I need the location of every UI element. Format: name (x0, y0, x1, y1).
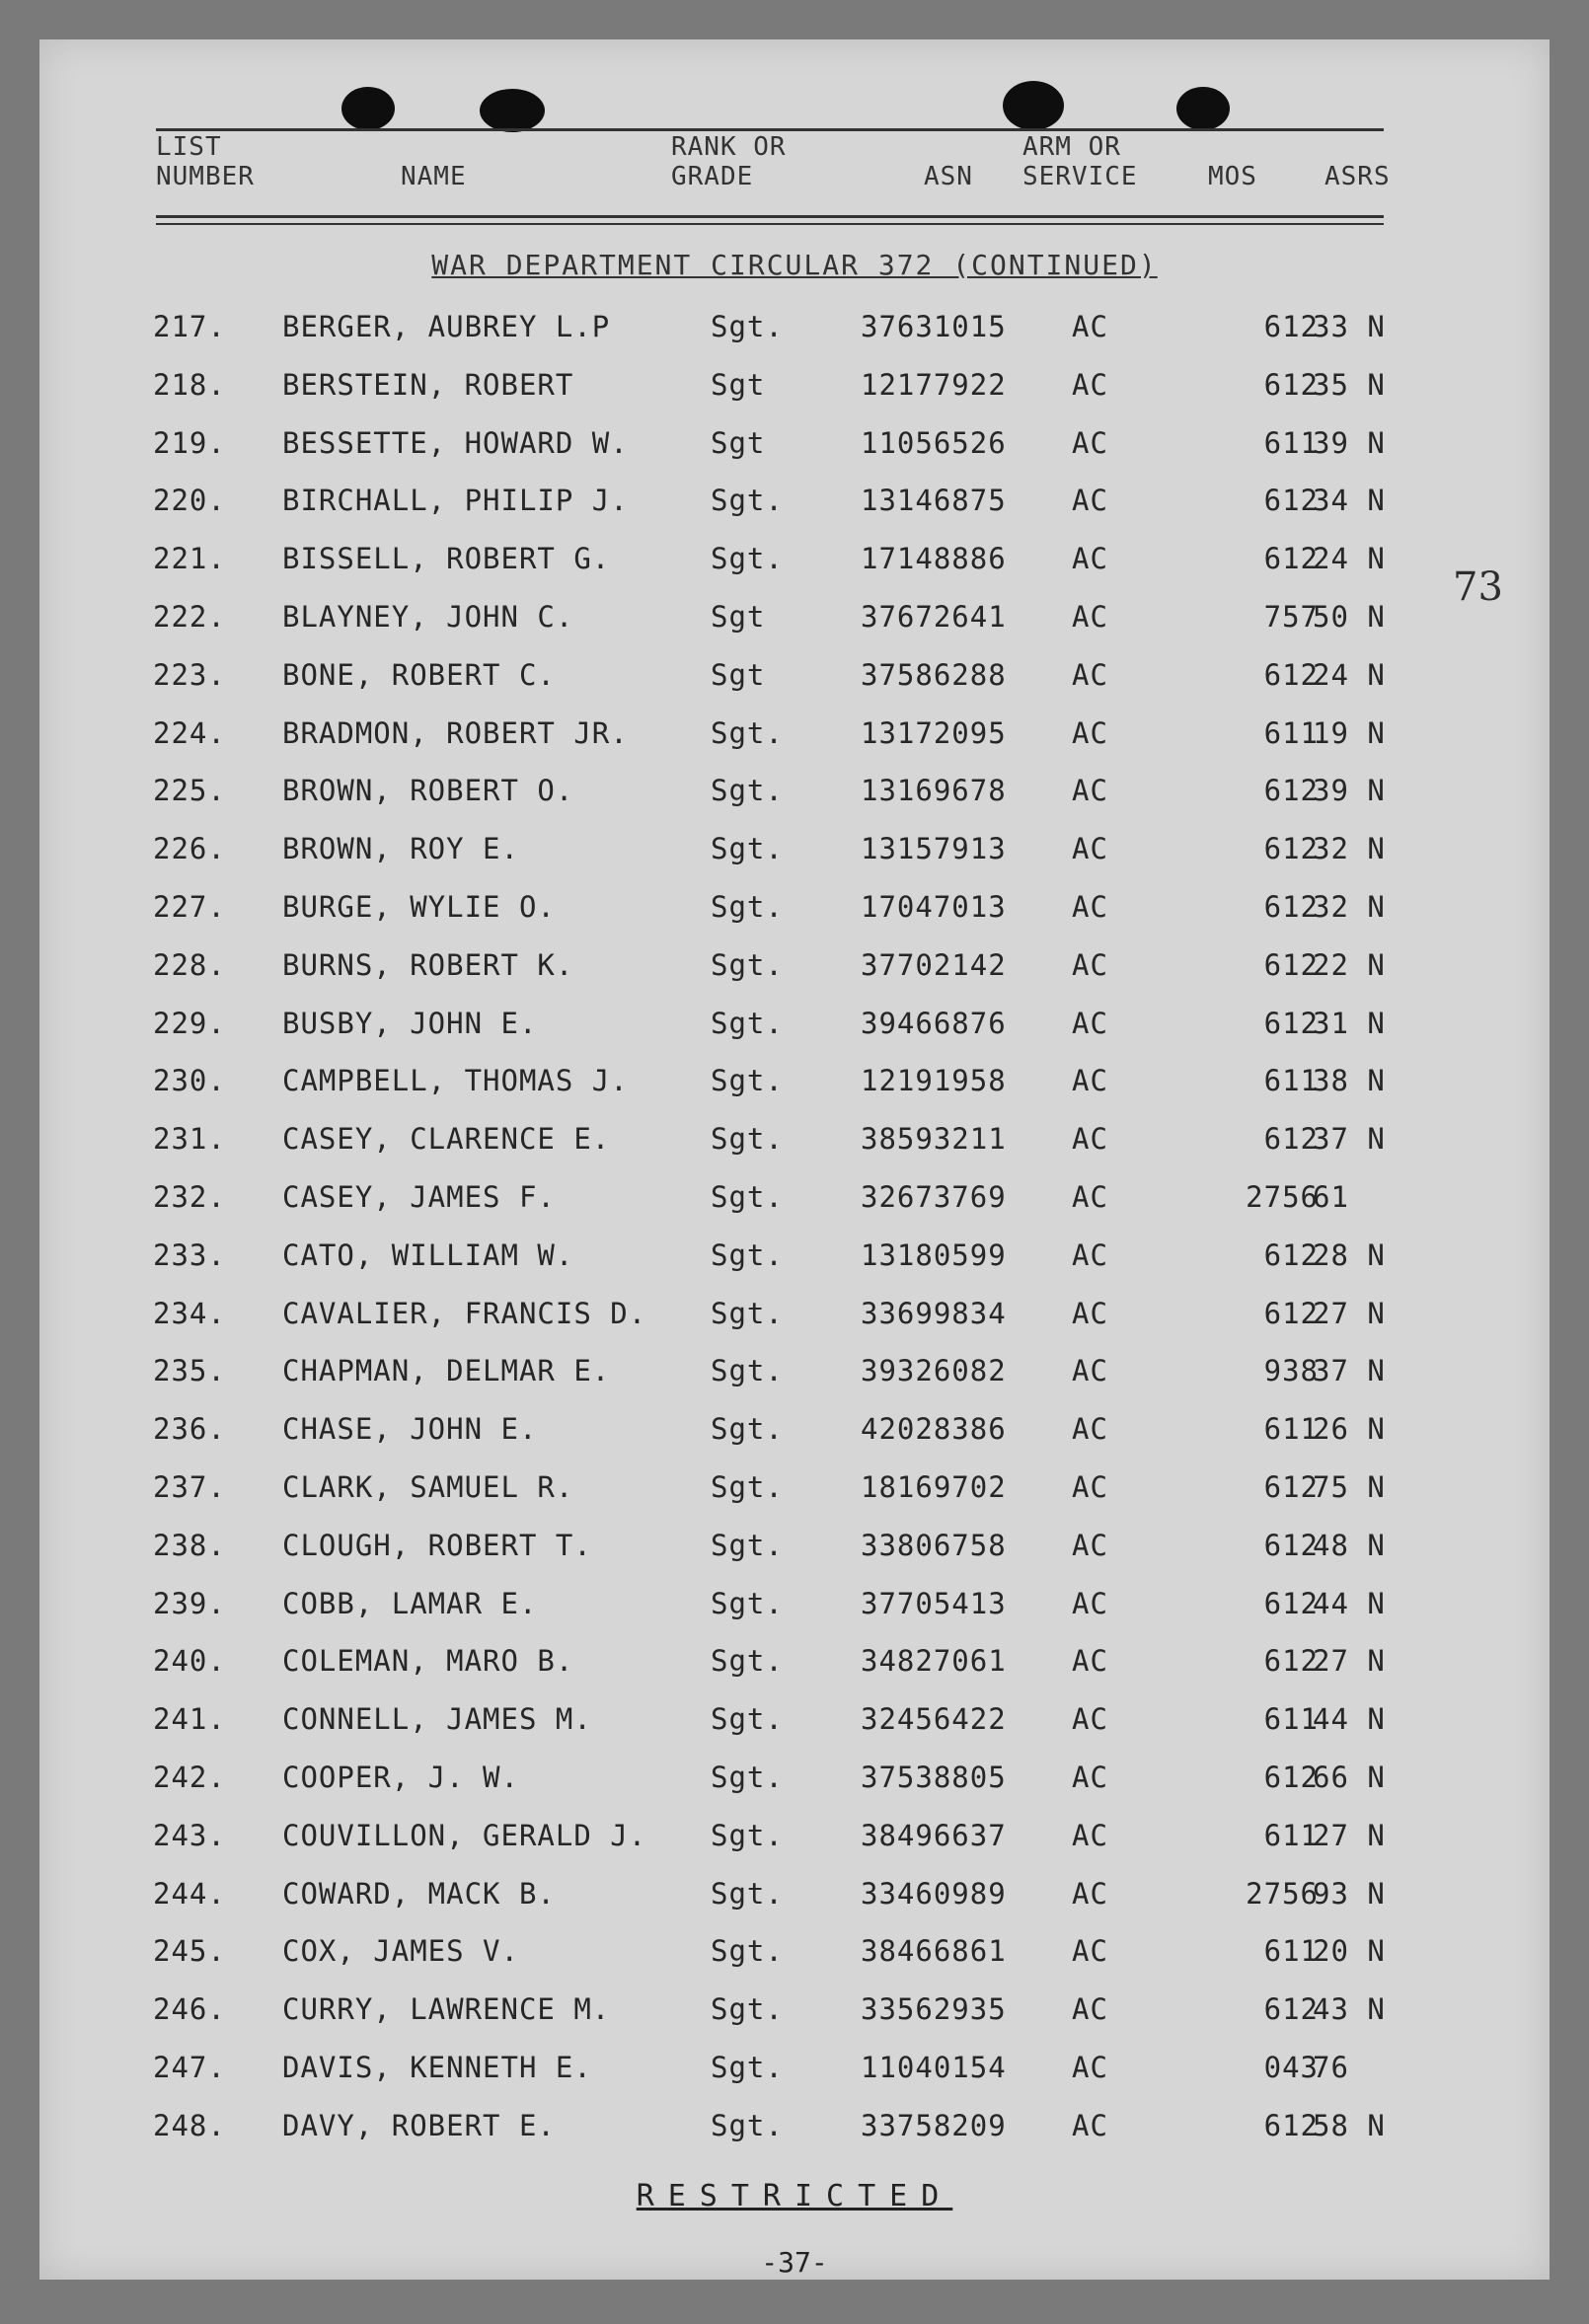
cell-asn: 17148886 (861, 542, 1007, 576)
cell-arm-service: AC (1072, 832, 1108, 866)
cell-rank: Sgt. (711, 2108, 784, 2142)
cell-mos: 612 (1263, 2108, 1319, 2142)
roster-row (39, 1168, 1550, 1227)
roster-row (39, 762, 1550, 820)
cell-rank: Sgt. (711, 1934, 784, 1969)
cell-rank: Sgt. (711, 542, 784, 576)
punch-hole (1176, 87, 1230, 130)
cell-list-number: 246. (153, 1992, 226, 2027)
cell-asn: 37672641 (861, 599, 1007, 634)
cell-arm-service: AC (1072, 947, 1108, 982)
cell-name: CONNELL, JAMES M. (282, 1702, 592, 1737)
page-number: -37- (761, 2246, 828, 2279)
cell-asrs: 26 N (1313, 1412, 1386, 1447)
cell-asrs: 93 N (1313, 1876, 1386, 1911)
roster-row (39, 356, 1550, 414)
cell-asrs: 27 N (1313, 1818, 1386, 1852)
cell-rank: Sgt. (711, 1354, 784, 1388)
cell-arm-service: AC (1072, 1354, 1108, 1388)
cell-asrs: 33 N (1313, 310, 1386, 343)
cell-rank: Sgt. (711, 832, 784, 866)
cell-mos: 757 (1263, 599, 1319, 634)
cell-asn: 13180599 (861, 1237, 1007, 1272)
cell-name: BERGER, AUBREY L.P (282, 310, 611, 343)
cell-rank: Sgt. (711, 1237, 784, 1272)
cell-rank: Sgt. (711, 1818, 784, 1852)
roster-row (39, 1632, 1550, 1690)
cell-rank: Sgt (711, 599, 766, 634)
cell-asn: 42028386 (861, 1412, 1007, 1447)
cell-rank: Sgt. (711, 1412, 784, 1447)
cell-arm-service: AC (1072, 599, 1108, 634)
cell-name: BIRCHALL, PHILIP J. (282, 484, 629, 518)
cell-name: COBB, LAMAR E. (282, 1586, 538, 1620)
cell-rank: Sgt. (711, 889, 784, 924)
roster-row (39, 1285, 1550, 1343)
cell-name: CATO, WILLIAM W. (282, 1237, 574, 1272)
cell-name: BRADMON, ROBERT JR. (282, 715, 629, 750)
cell-rank: Sgt. (711, 1528, 784, 1562)
cell-asn: 39326082 (861, 1354, 1007, 1388)
cell-mos: 938 (1263, 1354, 1319, 1388)
cell-asrs: 44 N (1313, 1702, 1386, 1737)
cell-arm-service: AC (1072, 1818, 1108, 1852)
cell-arm-service: AC (1072, 1179, 1108, 1214)
roster-row (39, 1400, 1550, 1459)
cell-asrs: 58 N (1313, 2108, 1386, 2142)
cell-asrs: 76 (1313, 2050, 1349, 2084)
roster-row (39, 1981, 1550, 2039)
cell-asn: 37538805 (861, 1760, 1007, 1794)
cell-mos: 612 (1263, 889, 1319, 924)
header-mos: MOS (1208, 162, 1257, 191)
cell-list-number: 235. (153, 1354, 226, 1388)
roster-row (39, 995, 1550, 1053)
cell-name: BISSELL, ROBERT G. (282, 542, 611, 576)
cell-name: COOPER, J. W. (282, 1760, 519, 1794)
cell-mos: 612 (1263, 1006, 1319, 1040)
roster-row (39, 705, 1550, 763)
cell-asn: 33699834 (861, 1296, 1007, 1330)
cell-rank: Sgt. (711, 947, 784, 982)
cell-rank: Sgt. (711, 1064, 784, 1098)
cell-arm-service: AC (1072, 774, 1108, 808)
cell-mos: 611 (1263, 1064, 1319, 1098)
cell-arm-service: AC (1072, 1412, 1108, 1447)
cell-asrs: 19 N (1313, 715, 1386, 750)
cell-rank: Sgt. (711, 1992, 784, 2027)
cell-asrs: 31 N (1313, 1006, 1386, 1040)
header-top-rule (156, 128, 1384, 131)
cell-mos: 612 (1263, 1528, 1319, 1562)
cell-asn: 11056526 (861, 425, 1007, 460)
cell-name: BESSETTE, HOWARD W. (282, 425, 629, 460)
cell-list-number: 236. (153, 1412, 226, 1447)
cell-asn: 38496637 (861, 1818, 1007, 1852)
cell-asn: 11040154 (861, 2050, 1007, 2084)
cell-arm-service: AC (1072, 2050, 1108, 2084)
cell-name: CAVALIER, FRANCIS D. (282, 1296, 647, 1330)
cell-arm-service: AC (1072, 1702, 1108, 1737)
cell-arm-service: AC (1072, 1992, 1108, 2027)
cell-name: CURRY, LAWRENCE M. (282, 1992, 611, 2027)
cell-asn: 37631015 (861, 310, 1007, 343)
cell-mos: 612 (1263, 1122, 1319, 1157)
cell-list-number: 238. (153, 1528, 226, 1562)
cell-rank: Sgt. (711, 1006, 784, 1040)
roster-row (39, 1459, 1550, 1517)
cell-mos: 611 (1263, 1412, 1319, 1447)
cell-name: COUVILLON, GERALD J. (282, 1818, 647, 1852)
cell-asn: 33562935 (861, 1992, 1007, 2027)
header-rank: RANK OR GRADE (671, 132, 787, 191)
cell-list-number: 224. (153, 715, 226, 750)
cell-name: CHAPMAN, DELMAR E. (282, 1354, 611, 1388)
cell-list-number: 232. (153, 1179, 226, 1214)
cell-mos: 612 (1263, 1237, 1319, 1272)
cell-rank: Sgt. (711, 715, 784, 750)
roster-row (39, 1749, 1550, 1807)
cell-asn: 38593211 (861, 1122, 1007, 1157)
cell-rank: Sgt (711, 657, 766, 692)
cell-arm-service: AC (1072, 1064, 1108, 1098)
roster-list (39, 298, 1550, 2155)
cell-asrs: 32 N (1313, 832, 1386, 866)
cell-rank: Sgt. (711, 1122, 784, 1157)
roster-row (39, 1052, 1550, 1110)
cell-mos: 043 (1263, 2050, 1319, 2084)
cell-rank: Sgt. (711, 1760, 784, 1794)
cell-list-number: 219. (153, 425, 226, 460)
cell-asn: 13146875 (861, 484, 1007, 518)
cell-asn: 12191958 (861, 1064, 1007, 1098)
cell-arm-service: AC (1072, 1006, 1108, 1040)
cell-asrs: 48 N (1313, 1528, 1386, 1562)
roster-row (39, 1110, 1550, 1168)
cell-asn: 13172095 (861, 715, 1007, 750)
cell-name: CASEY, CLARENCE E. (282, 1122, 611, 1157)
cell-name: COWARD, MACK B. (282, 1876, 556, 1911)
cell-rank: Sgt. (711, 310, 784, 343)
cell-mos: 612 (1263, 774, 1319, 808)
cell-asrs: 35 N (1313, 367, 1386, 402)
cell-list-number: 229. (153, 1006, 226, 1040)
cell-arm-service: AC (1072, 715, 1108, 750)
cell-name: DAVIS, KENNETH E. (282, 2050, 592, 2084)
cell-asn: 37586288 (861, 657, 1007, 692)
cell-mos: 612 (1263, 832, 1319, 866)
cell-arm-service: AC (1072, 367, 1108, 402)
cell-asn: 13157913 (861, 832, 1007, 866)
cell-list-number: 231. (153, 1122, 226, 1157)
cell-list-number: 245. (153, 1934, 226, 1969)
cell-name: BURNS, ROBERT K. (282, 947, 574, 982)
roster-row (39, 1227, 1550, 1285)
cell-mos: 612 (1263, 1760, 1319, 1794)
cell-arm-service: AC (1072, 2108, 1108, 2142)
cell-arm-service: AC (1072, 657, 1108, 692)
cell-mos: 612 (1263, 542, 1319, 576)
cell-name: BURGE, WYLIE O. (282, 889, 556, 924)
cell-asrs: 39 N (1313, 425, 1386, 460)
cell-list-number: 217. (153, 310, 226, 343)
cell-rank: Sgt. (711, 1179, 784, 1214)
cell-mos: 612 (1263, 657, 1319, 692)
cell-asrs: 24 N (1313, 542, 1386, 576)
cell-asrs: 20 N (1313, 1934, 1386, 1969)
roster-row (39, 414, 1550, 473)
cell-list-number: 220. (153, 484, 226, 518)
cell-rank: Sgt (711, 367, 766, 402)
cell-list-number: 222. (153, 599, 226, 634)
cell-asn: 33806758 (861, 1528, 1007, 1562)
roster-row (39, 1865, 1550, 1923)
cell-arm-service: AC (1072, 542, 1108, 576)
roster-row (39, 588, 1550, 646)
cell-asn: 13169678 (861, 774, 1007, 808)
cell-asn: 37705413 (861, 1586, 1007, 1620)
cell-asrs: 27 N (1313, 1296, 1386, 1330)
cell-asrs: 34 N (1313, 484, 1386, 518)
cell-mos: 611 (1263, 1818, 1319, 1852)
roster-row (39, 1807, 1550, 1865)
cell-mos: 612 (1263, 484, 1319, 518)
cell-rank: Sgt. (711, 2050, 784, 2084)
cell-name: BROWN, ROY E. (282, 832, 519, 866)
header-bottom-rule (156, 215, 1384, 218)
roster-row (39, 2097, 1550, 2155)
punch-hole (341, 87, 395, 130)
cell-asrs: 66 N (1313, 1760, 1386, 1794)
cell-arm-service: AC (1072, 1469, 1108, 1504)
cell-rank: Sgt. (711, 1586, 784, 1620)
roster-row (39, 1690, 1550, 1749)
cell-list-number: 241. (153, 1702, 226, 1737)
punch-hole (1003, 81, 1064, 130)
roster-row (39, 1575, 1550, 1633)
header-asn: ASN (924, 162, 973, 191)
cell-asn: 39466876 (861, 1006, 1007, 1040)
cell-list-number: 239. (153, 1586, 226, 1620)
cell-list-number: 240. (153, 1644, 226, 1679)
cell-rank: Sgt. (711, 484, 784, 518)
cell-asn: 32456422 (861, 1702, 1007, 1737)
roster-row (39, 878, 1550, 937)
cell-mos: 2756 (1246, 1179, 1319, 1214)
punch-hole (480, 89, 545, 132)
roster-row (39, 646, 1550, 705)
cell-arm-service: AC (1072, 1934, 1108, 1969)
classification-marking: RESTRICTED (636, 2179, 953, 2213)
roster-row (39, 1342, 1550, 1400)
cell-asn: 34827061 (861, 1644, 1007, 1679)
cell-asrs: 43 N (1313, 1992, 1386, 2027)
cell-arm-service: AC (1072, 1237, 1108, 1272)
cell-arm-service: AC (1072, 1644, 1108, 1679)
cell-mos: 611 (1263, 425, 1319, 460)
cell-asn: 38466861 (861, 1934, 1007, 1969)
cell-mos: 612 (1263, 1469, 1319, 1504)
header-list-number: LIST NUMBER (156, 132, 255, 191)
cell-asn: 12177922 (861, 367, 1007, 402)
cell-mos: 612 (1263, 1992, 1319, 2027)
cell-asrs: 39 N (1313, 774, 1386, 808)
cell-name: CASEY, JAMES F. (282, 1179, 556, 1214)
header-name: NAME (401, 162, 467, 191)
cell-list-number: 227. (153, 889, 226, 924)
cell-rank: Sgt. (711, 1644, 784, 1679)
cell-asrs: 22 N (1313, 947, 1386, 982)
cell-name: COLEMAN, MARO B. (282, 1644, 574, 1679)
cell-list-number: 247. (153, 2050, 226, 2084)
margin-number: 73 (1453, 564, 1503, 610)
cell-arm-service: AC (1072, 1122, 1108, 1157)
roster-row (39, 820, 1550, 878)
cell-name: BUSBY, JOHN E. (282, 1006, 538, 1040)
cell-asrs: 24 N (1313, 657, 1386, 692)
cell-arm-service: AC (1072, 1296, 1108, 1330)
cell-rank: Sgt. (711, 774, 784, 808)
cell-asrs: 44 N (1313, 1586, 1386, 1620)
cell-name: DAVY, ROBERT E. (282, 2108, 556, 2142)
roster-row (39, 298, 1550, 356)
cell-name: BROWN, ROBERT O. (282, 774, 574, 808)
roster-row (39, 1517, 1550, 1575)
circular-title: WAR DEPARTMENT CIRCULAR 372 (CONTINUED) (431, 249, 1158, 281)
cell-rank: Sgt. (711, 1296, 784, 1330)
roster-row (39, 937, 1550, 995)
cell-list-number: 223. (153, 657, 226, 692)
cell-name: CHASE, JOHN E. (282, 1412, 538, 1447)
cell-arm-service: AC (1072, 1760, 1108, 1794)
cell-list-number: 242. (153, 1760, 226, 1794)
cell-asrs: 32 N (1313, 889, 1386, 924)
cell-asrs: 38 N (1313, 1064, 1386, 1098)
cell-list-number: 230. (153, 1064, 226, 1098)
cell-asn: 33758209 (861, 2108, 1007, 2142)
cell-arm-service: AC (1072, 1528, 1108, 1562)
cell-rank: Sgt (711, 425, 766, 460)
cell-list-number: 226. (153, 832, 226, 866)
cell-mos: 611 (1263, 1934, 1319, 1969)
cell-mos: 612 (1263, 1586, 1319, 1620)
cell-asrs: 28 N (1313, 1237, 1386, 1272)
cell-arm-service: AC (1072, 1586, 1108, 1620)
cell-mos: 612 (1263, 1296, 1319, 1330)
cell-list-number: 248. (153, 2108, 226, 2142)
cell-list-number: 228. (153, 947, 226, 982)
cell-list-number: 244. (153, 1876, 226, 1911)
cell-rank: Sgt. (711, 1469, 784, 1504)
cell-mos: 612 (1263, 367, 1319, 402)
cell-name: CLOUGH, ROBERT T. (282, 1528, 592, 1562)
cell-list-number: 234. (153, 1296, 226, 1330)
cell-mos: 612 (1263, 947, 1319, 982)
cell-mos: 611 (1263, 1702, 1319, 1737)
cell-name: BERSTEIN, ROBERT (282, 367, 574, 402)
cell-arm-service: AC (1072, 484, 1108, 518)
cell-list-number: 225. (153, 774, 226, 808)
cell-arm-service: AC (1072, 1876, 1108, 1911)
cell-arm-service: AC (1072, 889, 1108, 924)
cell-asn: 18169702 (861, 1469, 1007, 1504)
header-asrs: ASRS (1324, 162, 1391, 191)
cell-mos: 2756 (1246, 1876, 1319, 1911)
cell-asrs: 37 N (1313, 1354, 1386, 1388)
cell-list-number: 237. (153, 1469, 226, 1504)
cell-asn: 33460989 (861, 1876, 1007, 1911)
cell-list-number: 243. (153, 1818, 226, 1852)
cell-name: BLAYNEY, JOHN C. (282, 599, 574, 634)
cell-arm-service: AC (1072, 425, 1108, 460)
cell-name: CAMPBELL, THOMAS J. (282, 1064, 629, 1098)
cell-list-number: 233. (153, 1237, 226, 1272)
roster-row (39, 530, 1550, 588)
header-arm: ARM OR SERVICE (1022, 132, 1138, 191)
cell-list-number: 218. (153, 367, 226, 402)
cell-arm-service: AC (1072, 310, 1108, 343)
document-page (39, 39, 1550, 2280)
roster-row (39, 2039, 1550, 2097)
cell-name: CLARK, SAMUEL R. (282, 1469, 574, 1504)
roster-row (39, 1922, 1550, 1981)
cell-asn: 32673769 (861, 1179, 1007, 1214)
cell-asrs: 27 N (1313, 1644, 1386, 1679)
header-bottom-rule-2 (156, 223, 1384, 225)
cell-asrs: 75 N (1313, 1469, 1386, 1504)
roster-row (39, 472, 1550, 530)
cell-mos: 611 (1263, 715, 1319, 750)
cell-asn: 37702142 (861, 947, 1007, 982)
cell-rank: Sgt. (711, 1702, 784, 1737)
cell-name: COX, JAMES V. (282, 1934, 519, 1969)
cell-list-number: 221. (153, 542, 226, 576)
cell-rank: Sgt. (711, 1876, 784, 1911)
cell-asrs: 37 N (1313, 1122, 1386, 1157)
cell-asrs: 61 (1313, 1179, 1349, 1214)
cell-name: BONE, ROBERT C. (282, 657, 556, 692)
cell-mos: 612 (1263, 1644, 1319, 1679)
cell-asrs: 50 N (1313, 599, 1386, 634)
cell-mos: 612 (1263, 310, 1319, 343)
cell-asn: 17047013 (861, 889, 1007, 924)
